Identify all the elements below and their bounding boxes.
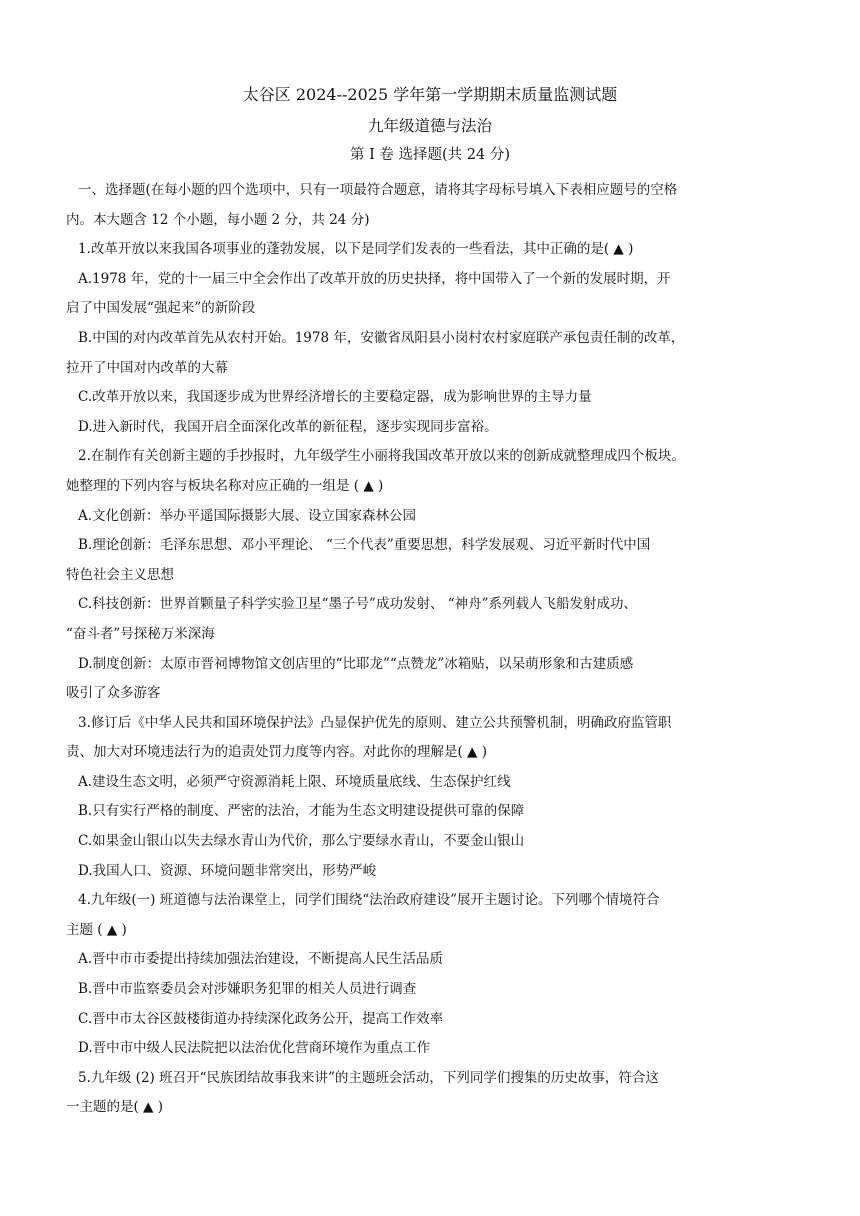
question-stem: 3.修订后《中华人民共和国环境保护法》凸显保护优先的原则、建立公共预警机制，明确政府监管职	[78, 714, 672, 731]
option-d: D.进入新时代，我国开启全面深化改革的新征程，逐步实现同步富裕。	[78, 418, 498, 435]
option-b: B.只有实行严格的制度、严密的法治，才能为生态文明建设提供可靠的保障	[78, 803, 525, 820]
option-a-cont: 启了中国发展“强起来”的新阶段	[66, 300, 256, 317]
option-b: B.理论创新：毛泽东思想、邓小平理论、 “三个代表”重要思想，科学发展观、习近平新时代中国	[78, 537, 651, 554]
question-stem: 5.九年级 (2) 班召开“民族团结故事我来讲”的主题班会活动，下列同学们搜集的历史故事，符合这	[78, 1069, 659, 1086]
option-b-cont: 特色社会主义思想	[66, 566, 174, 583]
option-a: A.文化创新：举办平遥国际摄影大展、设立国家森林公园	[78, 507, 417, 524]
option-a: A.1978 年，党的十一届三中全会作出了改革开放的历史抉择，将中国带入了一个新的发展时期，开	[78, 270, 671, 287]
option-d: D.制度创新：太原市晋祠博物馆文创店里的“比耶龙”“点赞龙”冰箱贴，以呆萌形象和古建质感	[78, 655, 634, 672]
option-c: C.如果金山银山以失去绿水青山为代价，那么宁要绿水青山，不要金山银山	[78, 833, 525, 850]
question-stem: 4.九年级(一) 班道德与法治课堂上，同学们围绕“法治政府建设”展开主题讨论。下列哪个情境符合	[78, 892, 660, 909]
option-d-cont: 吸引了众多游客	[66, 685, 161, 702]
option-c: C.晋中市太谷区鼓楼街道办持续深化政务公开，提高工作效率	[78, 1010, 444, 1027]
subject-title: 九年级道德与法治	[367, 117, 492, 135]
option-c: C.改革开放以来，我国逐步成为世界经济增长的主要稳定器，成为影响世界的主导力量	[78, 389, 592, 406]
question-stem-cont: 一主题的是( ▲ )	[66, 1099, 163, 1116]
option-b: B.中国的对内改革首先从农村开始。1978 年，安徽省凤阳县小岗村农村家庭联产承包责任制的改革，	[78, 329, 685, 346]
exam-title: 太谷区 2024--2025 学年第一学期期末质量监测试题	[242, 85, 618, 104]
option-d: D.晋中市中级人民法院把以法治优化营商环境作为重点工作	[78, 1040, 431, 1057]
exam-header	[0, 80, 860, 168]
instructions-line: 内。本大题含 12 个小题，每小题 2 分，共 24 分)	[66, 211, 370, 228]
option-c-cont: “奋斗者”号探秘万米深海	[66, 625, 215, 642]
option-b: B.晋中市监察委员会对涉嫌职务犯罪的相关人员进行调查	[78, 981, 417, 998]
option-a: A.晋中市市委提出持续加强法治建设，不断提高人民生活品质	[78, 951, 444, 968]
question-stem: 2.在制作有关创新主题的手抄报时，九年级学生小丽将我国改革开放以来的创新成就整理成四个板块。	[78, 448, 685, 465]
question-stem-cont: 责、加大对环境违法行为的追责处罚力度等内容。对此你的理解是( ▲ )	[66, 744, 487, 761]
instructions-line: 一、选择题(在每小题的四个选项中，只有一项最符合题意，请将其字母标号填入下表相应题号的空格	[78, 182, 678, 198]
question-stem-cont: 主题 ( ▲ )	[66, 921, 127, 938]
question-stem-cont: 她整理的下列内容与板块名称对应正确的一组是 ( ▲ )	[66, 477, 384, 494]
option-c: C.科技创新：世界首颗量子科学实验卫星“墨子号”成功发射、 “神舟”系列载人飞船发射成功、	[78, 596, 638, 613]
option-d: D.我国人口、资源、环境问题非常突出，形势严峻	[78, 862, 377, 879]
option-a: A.建设生态文明，必须严守资源消耗上限、环境质量底线、生态保护红线	[78, 773, 511, 790]
exam-body	[66, 176, 796, 1123]
section-title: 第 I 卷 选择题(共 24 分)	[349, 147, 511, 163]
question-stem: 1.改革开放以来我国各项事业的蓬勃发展，以下是同学们发表的一些看法，其中正确的是( ▲ )	[78, 241, 634, 258]
option-b-cont: 拉开了中国对内改革的大幕	[66, 359, 228, 376]
